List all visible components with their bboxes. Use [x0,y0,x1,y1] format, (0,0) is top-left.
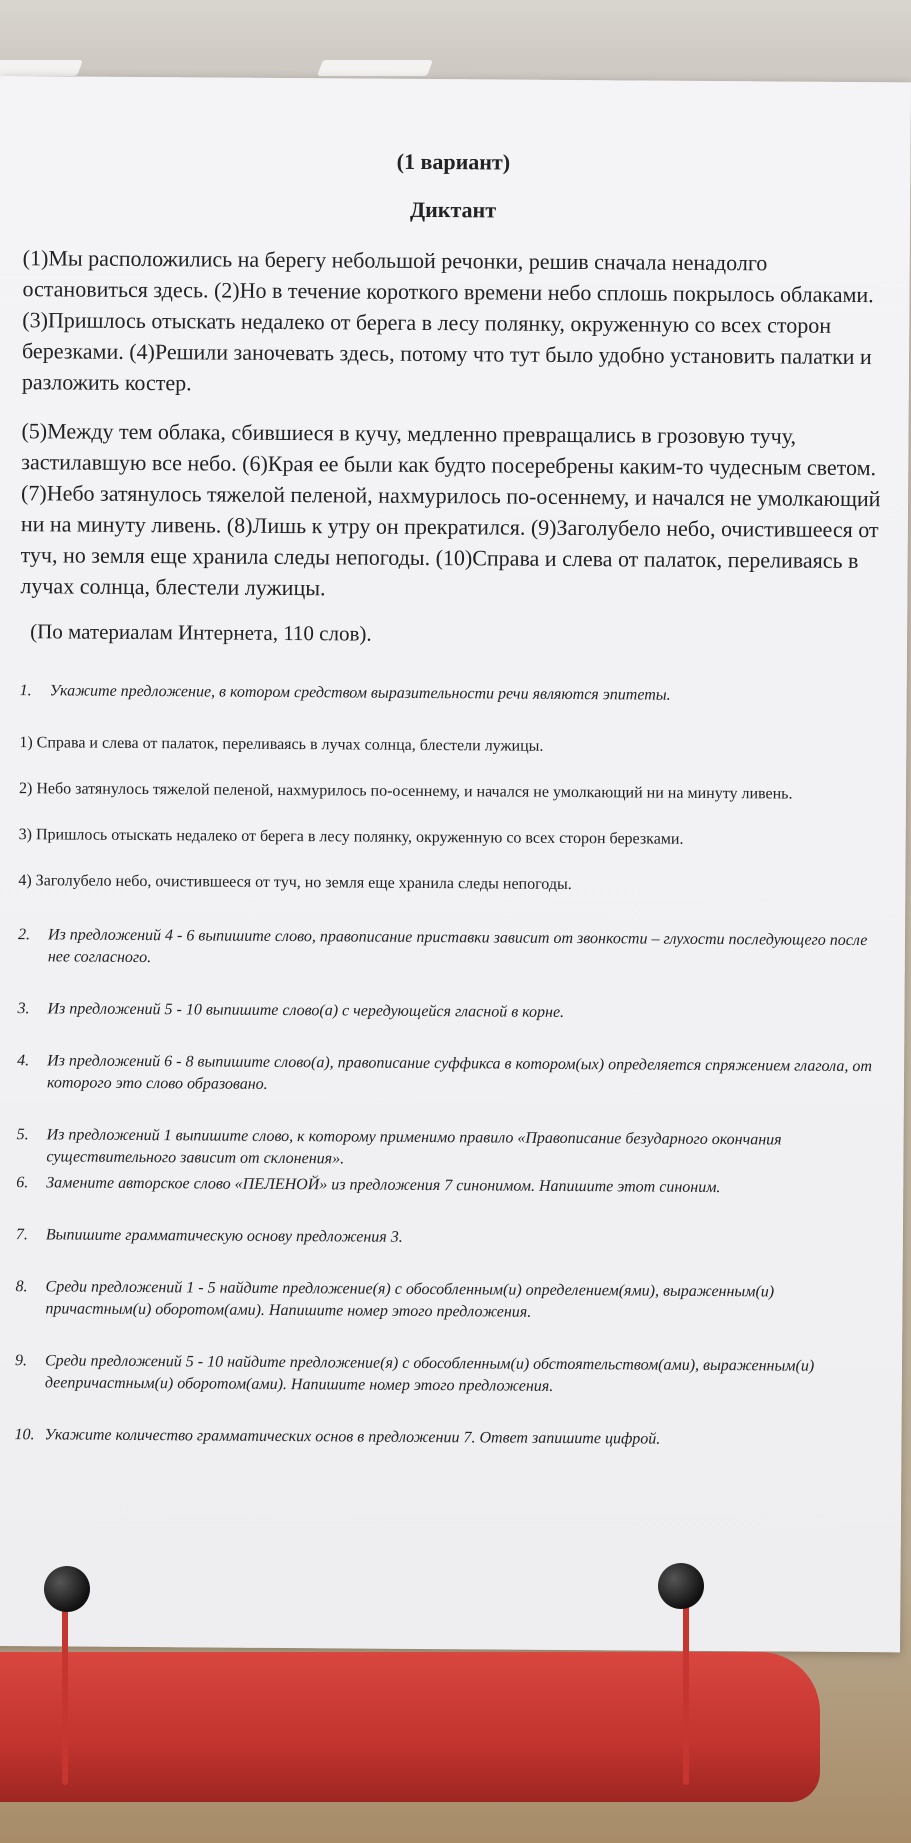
task-number: 8. [15,1278,28,1296]
task-item [17,998,877,1026]
task-number: 3. [17,1000,30,1018]
task-text: Среди предложений 1 - 5 найдите предложение(я) с обособленным(и) определением(ями), выраженным(и) причастным(и) оборотом(ами). Напишите номер этого предложения. [45,1278,775,1321]
task-text: Укажите количество грамматических основ в предложении 7. Ответ запишите цифрой. [44,1426,661,1448]
answer-option: 1) Справа и слева от палаток, переливаясь в лучах солнца, блестели лужицы. [19,734,544,755]
dictation-paragraph: (1)Мы расположились на берегу небольшой речонки, решив сначала ненадолго остановиться здесь. (2)Но в течение короткого времени небо сплошь покрылось облаками. (3)Пришлось отыскать недалеко от берега в лесу полянку, окруженную со всех сторон березками. (4)Решили заночевать здесь, потому что тут было удобно установить палатки и разложить костер. [21,245,874,396]
task-item [20,680,880,708]
task-number: 9. [14,1352,28,1370]
stand-wire-left [62,1600,68,1785]
task-number: 2. [17,926,31,944]
page-title: Диктант [409,196,497,223]
task-item [16,1224,876,1252]
document-content [14,146,883,1482]
variant-heading: (1 вариант) [396,148,511,175]
task-text: Из предложений 1 выпишите слово, к которому применимо правило «Правописание безударного окончания существительного зависит от склонения». [46,1126,782,1168]
task-text: Из предложений 6 - 8 выпишите слово(а), правописание суффикса в котором(ых) определяется спряжением глагола, от которого это слово образовано. [46,1052,872,1093]
task-text: Среди предложений 5 - 10 найдите предложение(я) с обособленным(и) обстоятельством(ами), выраженным(и) деепричастным(и) оборотом(ами). Напишите номер этого предложения. [44,1352,815,1395]
ceiling-light [317,60,433,76]
task-item [18,924,878,974]
source-note: (По материалам Интернета, 110 слов). [30,619,372,646]
task-item [15,1350,875,1400]
stand-wire-right [683,1600,689,1785]
answer-option: 3) Пришлось отыскать недалеко от берега в лесу полянку, окруженную со всех сторон березками. [18,826,684,848]
task-number: 10. [14,1426,35,1444]
stand-knob-right [658,1563,704,1609]
task-item [16,1172,876,1200]
task-text: Укажите предложение, в котором средством выразительности речи являются эпитеты. [49,682,671,704]
task-text: Замените авторское слово «ПЕЛЕНОЙ» из предложения 7 синонимом. Напишите этот синоним. [46,1174,721,1197]
stand-knob-left [44,1566,90,1612]
task-item [16,1124,876,1174]
task-text: Из предложений 4 - 6 выпишите слово, правописание приставки зависит от звонкости – глухости последующего после нее согласного. [47,926,868,967]
task-item [17,1050,877,1100]
answer-option: 4) Заголубело небо, очистившееся от туч, но земля еще хранила следы непогоды. [18,872,572,894]
dictation-paragraph: (5)Между тем облака, сбившиеся в кучу, медленно превращались в грозовую тучу, застилавшую все небо. (6)Края ее были как будто посеребрены каким-то чудесным светом. (7)Небо затянулось тяжелой пеленой, нахмурилось по-осеннему, и начался не умолкающий ни на минуту ливень. (8)Лишь к утру он прекратился. (9)Заголубело небо, очистившееся от туч, но земля еще хранила следы непогоды. (10)Справа и слева от палаток, переливаясь в лучах солнца, блестели лужицы. [20,418,881,601]
task-item [15,1276,875,1326]
ceiling-light [0,60,83,76]
task-number: 5. [16,1126,29,1144]
answer-option: 2) Небо затянулось тяжелой пеленой, нахмурилось по-осеннему, и начался не умолкающий ни на минуту ливень. [18,780,793,803]
task-number: 7. [15,1226,28,1244]
stand-base [0,1652,820,1802]
task-item [14,1424,874,1452]
task-text: Из предложений 5 - 10 выпишите слово(а) с чередующейся гласной в корне. [47,1000,565,1021]
paper-sheet [0,76,911,1652]
task-number: 6. [16,1174,29,1192]
task-number: 1. [19,682,32,700]
task-text: Выпишите грамматическую основу предложения 3. [45,1226,403,1246]
task-number: 4. [17,1052,30,1070]
